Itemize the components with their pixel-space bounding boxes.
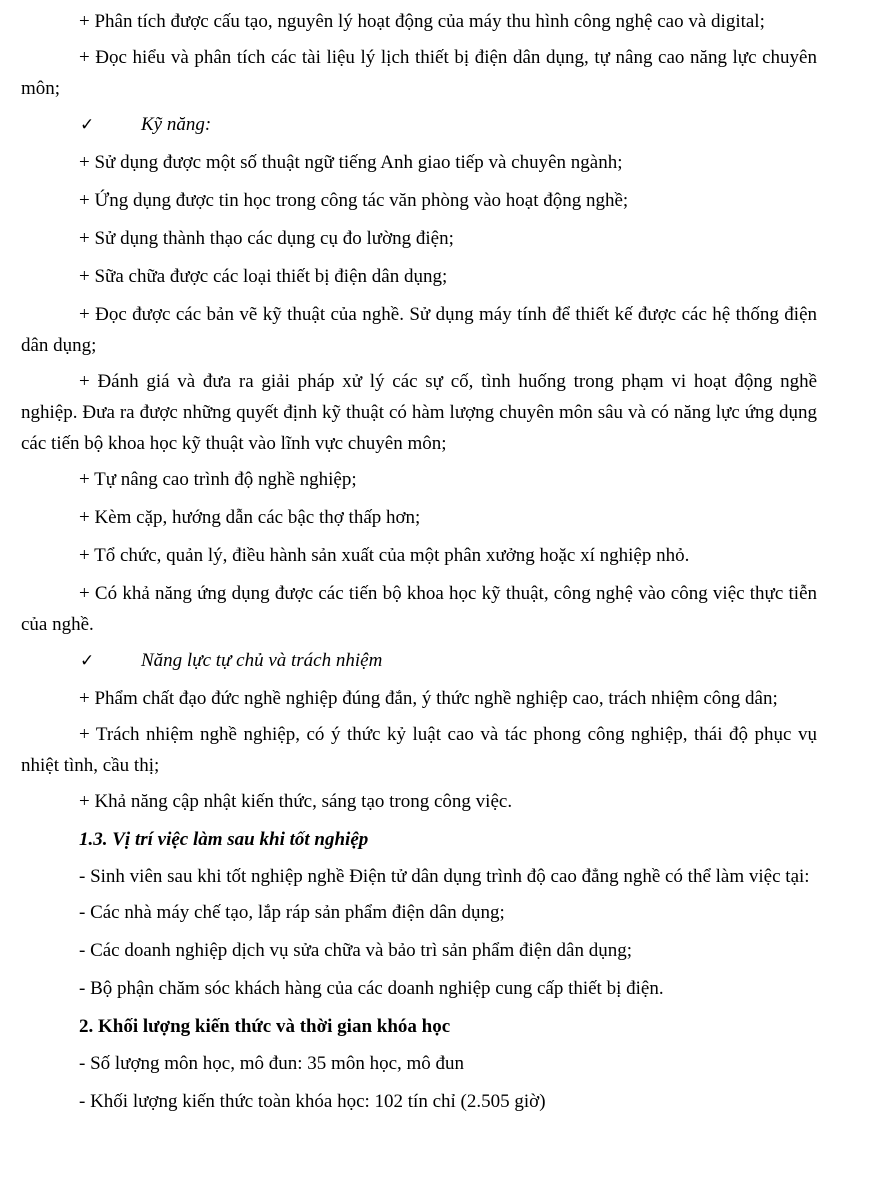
skill-item: + Tổ chức, quản lý, điều hành sản xuất của một phân xưởng hoặc xí nghiệp nhỏ. [79, 545, 690, 566]
skills-subheading [21, 109, 817, 141]
checkmark-icon: ✓ [80, 651, 95, 671]
employment-item: - Các nhà máy chế tạo, lắp ráp sản phẩm điện dân dụng; [79, 902, 505, 923]
autonomy-item: + Phẩm chất đạo đức nghề nghiệp đúng đắn, ý thức nghề nghiệp cao, trách nhiệm công dân; [79, 688, 778, 709]
skill-item: + Sử dụng thành thạo các dụng cụ đo lường điện; [79, 228, 454, 249]
employment-item: - Các doanh nghiệp dịch vụ sửa chữa và bảo trì sản phẩm điện dân dụng; [79, 940, 632, 961]
employment-item: - Bộ phận chăm sóc khách hàng của các doanh nghiệp cung cấp thiết bị điện. [79, 978, 664, 999]
autonomy-label: Năng lực tự chủ và trách nhiệm [141, 650, 383, 671]
section-heading-employment: 1.3. Vị trí việc làm sau khi tốt nghiệp [79, 829, 369, 850]
autonomy-item: + Khả năng cập nhật kiến thức, sáng tạo trong công việc. [79, 791, 513, 812]
skill-item: + Kèm cặp, hướng dẫn các bậc thợ thấp hơn; [79, 507, 421, 528]
skill-item: + Ứng dụng được tin học trong công tác văn phòng vào hoạt động nghề; [79, 190, 629, 211]
skill-item: + Có khả năng ứng dụng được các tiến bộ khoa học kỹ thuật, công nghệ vào công việc thực tiễn của nghề. [21, 583, 817, 635]
skill-item: + Đánh giá và đưa ra giải pháp xử lý các sự cố, tình huống trong phạm vi hoạt động nghề nghiệp. Đưa ra được những quyết định kỹ thuật có hàm lượng chuyên môn sâu và có năng lực ứng dụng các tiến bộ khoa học kỹ thuật vào lĩnh vực chuyên môn; [21, 371, 817, 454]
skill-item: + Sử dụng được một số thuật ngữ tiếng Anh giao tiếp và chuyên ngành; [79, 152, 623, 173]
skill-item: + Tự nâng cao trình độ nghề nghiệp; [79, 469, 357, 490]
skill-item: + Sữa chữa được các loại thiết bị điện dân dụng; [79, 266, 448, 287]
autonomy-subheading [21, 645, 817, 677]
knowledge-item: + Phân tích được cấu tạo, nguyên lý hoạt động của máy thu hình công nghệ cao và digital; [79, 11, 765, 32]
section-heading-workload: 2. Khối lượng kiến thức và thời gian khóa học [79, 1016, 451, 1037]
autonomy-item: + Trách nhiệm nghề nghiệp, có ý thức kỷ luật cao và tác phong công nghiệp, thái độ phục vụ nhiệt tình, cầu thị; [21, 724, 817, 776]
skill-item: + Đọc được các bản vẽ kỹ thuật của nghề. Sử dụng máy tính để thiết kế được các hệ thống điện dân dụng; [21, 304, 817, 356]
skills-label: Kỹ năng: [141, 114, 212, 135]
workload-item: - Khối lượng kiến thức toàn khóa học: 102 tín chỉ (2.505 giờ) [79, 1091, 546, 1112]
checkmark-icon: ✓ [80, 115, 95, 135]
knowledge-item: + Đọc hiểu và phân tích các tài liệu lý lịch thiết bị điện dân dụng, tự nâng cao năng lực chuyên môn; [21, 47, 817, 99]
workload-item: - Số lượng môn học, mô đun: 35 môn học, mô đun [79, 1053, 465, 1074]
employment-intro: - Sinh viên sau khi tốt nghiệp nghề Điện tử dân dụng trình độ cao đẳng nghề có thể làm việc tại: [79, 866, 810, 887]
